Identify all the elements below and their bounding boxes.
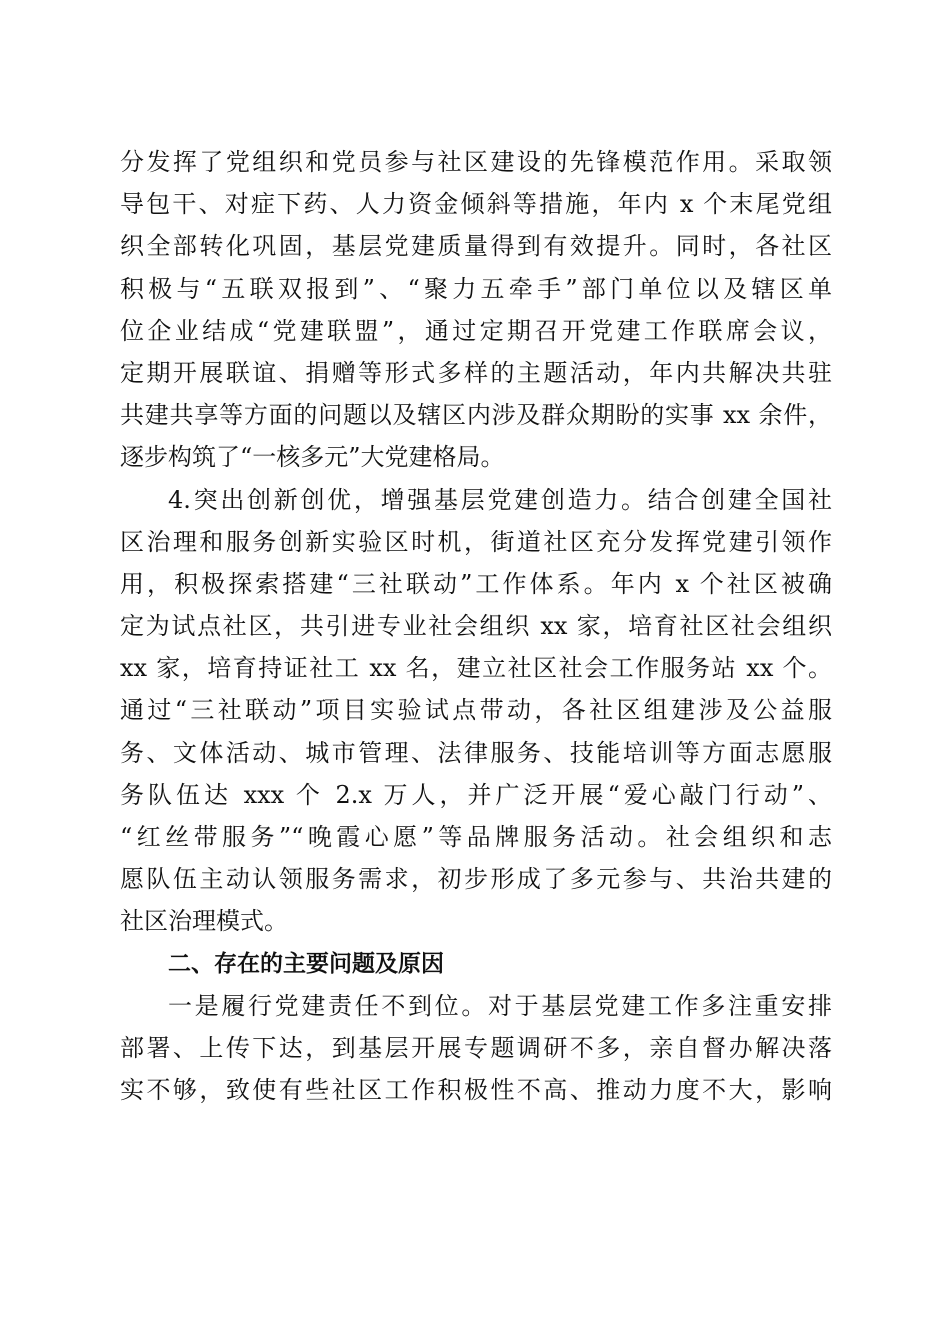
text-line: 用，积极探索搭建“三社联动”工作体系。年内 x 个社区被确	[120, 569, 832, 598]
text-line: 务队伍达 xxx 个 2.x 万人，并广泛开展“爱心敲门行动”、	[120, 780, 832, 809]
paragraph-party-alliance	[120, 141, 832, 479]
text-line: 导包干、对症下药、人力资金倾斜等措施，年内 x 个末尾党组	[120, 190, 832, 219]
text-line: xx 家，培育持证社工 xx 名，建立社区社会工作服务站 xx 个。	[120, 654, 832, 683]
text-line: “红丝带服务”“晚霞心愿”等品牌服务活动。社会组织和志	[120, 823, 832, 851]
text-line: 积极与“五联双报到”、“聚力五牵手”部门单位以及辖区单	[120, 274, 832, 303]
document-body	[120, 141, 832, 1111]
paragraph-responsibility	[120, 985, 832, 1112]
section-heading: 二、存在的主要问题及原因	[168, 950, 444, 977]
text-line: 实不够，致使有些社区工作积极性不高、推动力度不大，影响	[120, 1076, 832, 1105]
text-line: 定为试点社区，共引进专业社会组织 xx 家，培育社区社会组织	[120, 612, 832, 641]
text-line: 定期开展联谊、捐赠等形式多样的主题活动，年内共解决共驻	[120, 358, 832, 387]
text-line: 位企业结成“党建联盟”，通过定期召开党建工作联席会议，	[120, 316, 832, 345]
text-line: 分发挥了党组织和党员参与社区建设的先锋模范作用。采取领	[120, 148, 832, 176]
text-line: 4.突出创新创优，增强基层党建创造力。结合创建全国社	[168, 485, 832, 514]
text-line: 区治理和服务创新实验区时机，街道社区充分发挥党建引领作	[120, 527, 832, 556]
text-line: 逐步构筑了“一核多元”大党建格局。	[120, 443, 505, 472]
text-line: 共建共享等方面的问题以及辖区内涉及群众期盼的实事 xx 余件，	[120, 401, 832, 430]
text-line: 通过“三社联动”项目实验试点带动，各社区组建涉及公益服	[120, 696, 832, 725]
text-line: 部署、上传下达，到基层开展专题调研不多，亲自督办解决落	[120, 1033, 832, 1062]
text-line: 务、文体活动、城市管理、法律服务、技能培训等方面志愿服	[120, 738, 832, 767]
paragraph-innovation	[120, 479, 832, 943]
text-line: 一是履行党建责任不到位。对于基层党建工作多注重安排	[168, 991, 832, 1020]
text-line: 织全部转化巩固，基层党建质量得到有效提升。同时，各社区	[120, 232, 832, 261]
text-line: 社区治理模式。	[120, 907, 288, 936]
text-line: 愿队伍主动认领服务需求，初步形成了多元参与、共治共建的	[120, 865, 832, 894]
